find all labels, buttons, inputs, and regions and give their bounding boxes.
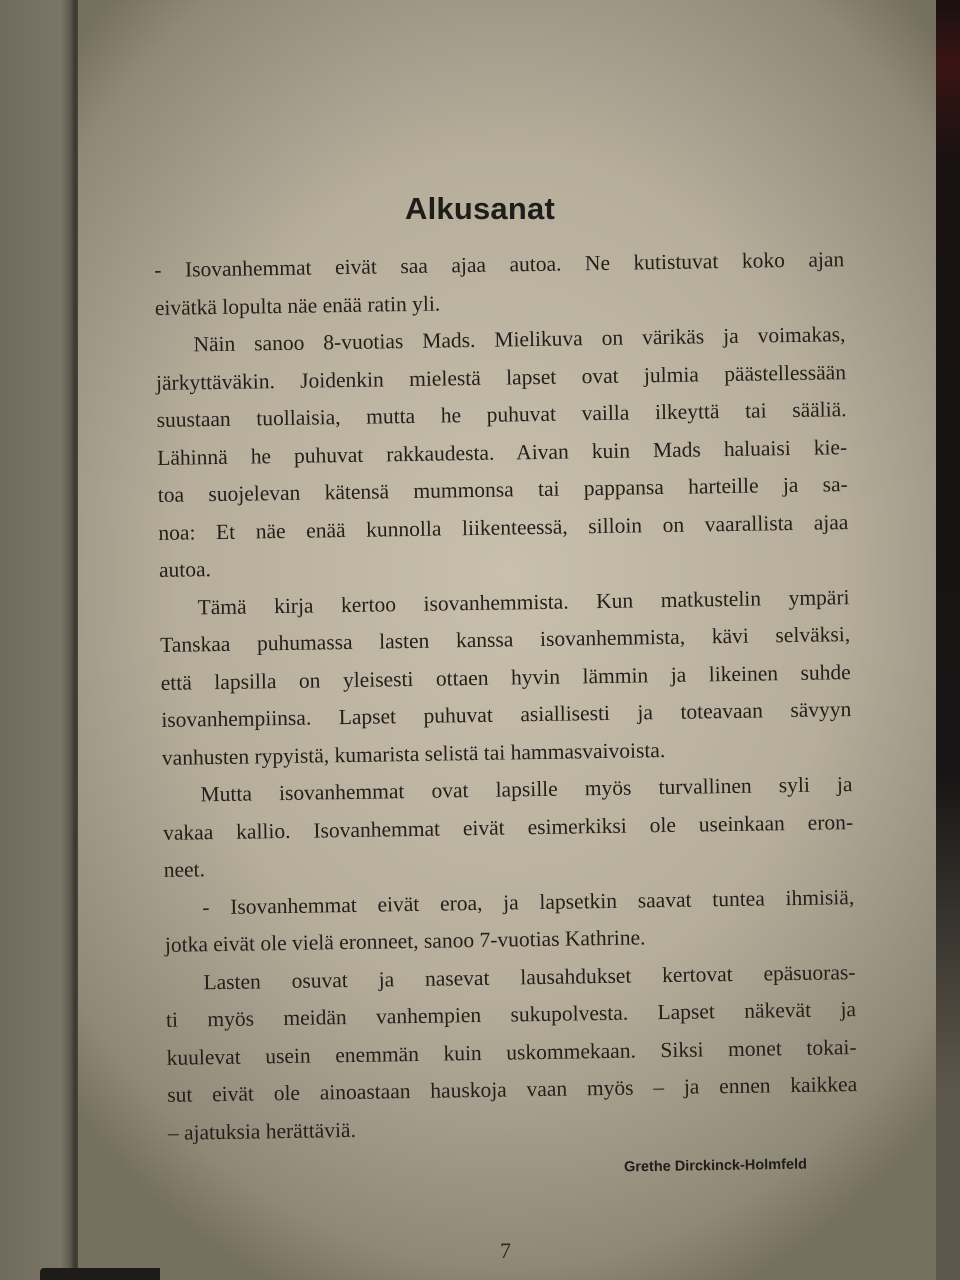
text-line: vakaa kallio. Isovanhemmat eivät esimerkiksi ole useinkaan eron- <box>162 809 854 845</box>
text-line: järkyttäväkin. Joidenkin mielestä lapset ovat julmia päästellessään <box>155 359 847 395</box>
text-line: toa suojelevan kätensä mummonsa tai pappansa harteille ja sa- <box>157 472 848 507</box>
text-line: Tämä kirja kertoo isovanhemmista. Kun matkustelin ympäri <box>197 584 850 619</box>
text-line: noa: Et näe enää kunnolla liikenteessä, silloin on vaarallista ajaa <box>158 509 849 545</box>
text-line: autoa. <box>158 557 212 582</box>
author-signature: Grethe Dirckinck-Holmfeld <box>623 1156 808 1176</box>
text-line: vanhusten rypyistä, kumarista selistä tai hammasvaivoista. <box>161 737 666 770</box>
text-line: sut eivät ole ainoastaan hauskoja vaan myös – ja ennen kaikkea <box>167 1072 858 1107</box>
text-line: ti myös meidän vanhempien sukupolvesta. Lapset näkevät ja <box>165 997 857 1032</box>
page-number: 7 <box>500 1238 511 1263</box>
text-line: neet. <box>163 857 206 882</box>
background-edge <box>936 0 960 1280</box>
text-line: kuulevat usein enemmän kuin uskommekaan. Siksi monet tokai- <box>166 1034 857 1070</box>
text-line: Mutta isovanhemmat ovat lapsille myös turvallinen syli ja <box>200 772 853 807</box>
text-line: Tanskaa puhumassa lasten kanssa isovanhemmista, kävi selväksi, <box>159 622 851 657</box>
text-line: – ajatuksia herättäviä. <box>167 1117 357 1145</box>
chapter-title: Alkusanat <box>405 190 555 226</box>
body-text <box>154 241 858 1152</box>
text-line: - Isovanhemmat eivät eroa, ja lapsetkin saavat tuntea ihmisiä, <box>202 884 855 919</box>
background-corner <box>40 1268 160 1280</box>
text-line: Lähinnä he puhuvat rakkaudesta. Aivan kuin Mads haluaisi kie- <box>157 434 848 470</box>
text-line: - Isovanhemmat eivät saa ajaa autoa. Ne kutistuvat koko ajan <box>154 247 845 282</box>
text-line: eivätkä lopulta näe enää ratin yli. <box>154 291 441 320</box>
text-line: isovanhempiinsa. Lapset puhuvat asiallisesti ja toteavaan sävyyn <box>161 697 852 732</box>
text-line: että lapsilla on yleisesti ottaen hyvin lämmin ja likeinen suhde <box>160 659 851 695</box>
text-line: suustaan tuollaisia, mutta he puhuvat vailla ilkeyttä tai sääliä. <box>156 397 847 432</box>
text-line: Näin sanoo 8-vuotias Mads. Mielikuva on värikäs ja voimakas, <box>193 322 846 357</box>
text-line: jotka eivät ole vielä eronneet, sanoo 7-vuotias Kathrine. <box>164 925 646 957</box>
text-line: Lasten osuvat ja nasevat lausahdukset kertovat epäsuoras- <box>203 959 856 994</box>
